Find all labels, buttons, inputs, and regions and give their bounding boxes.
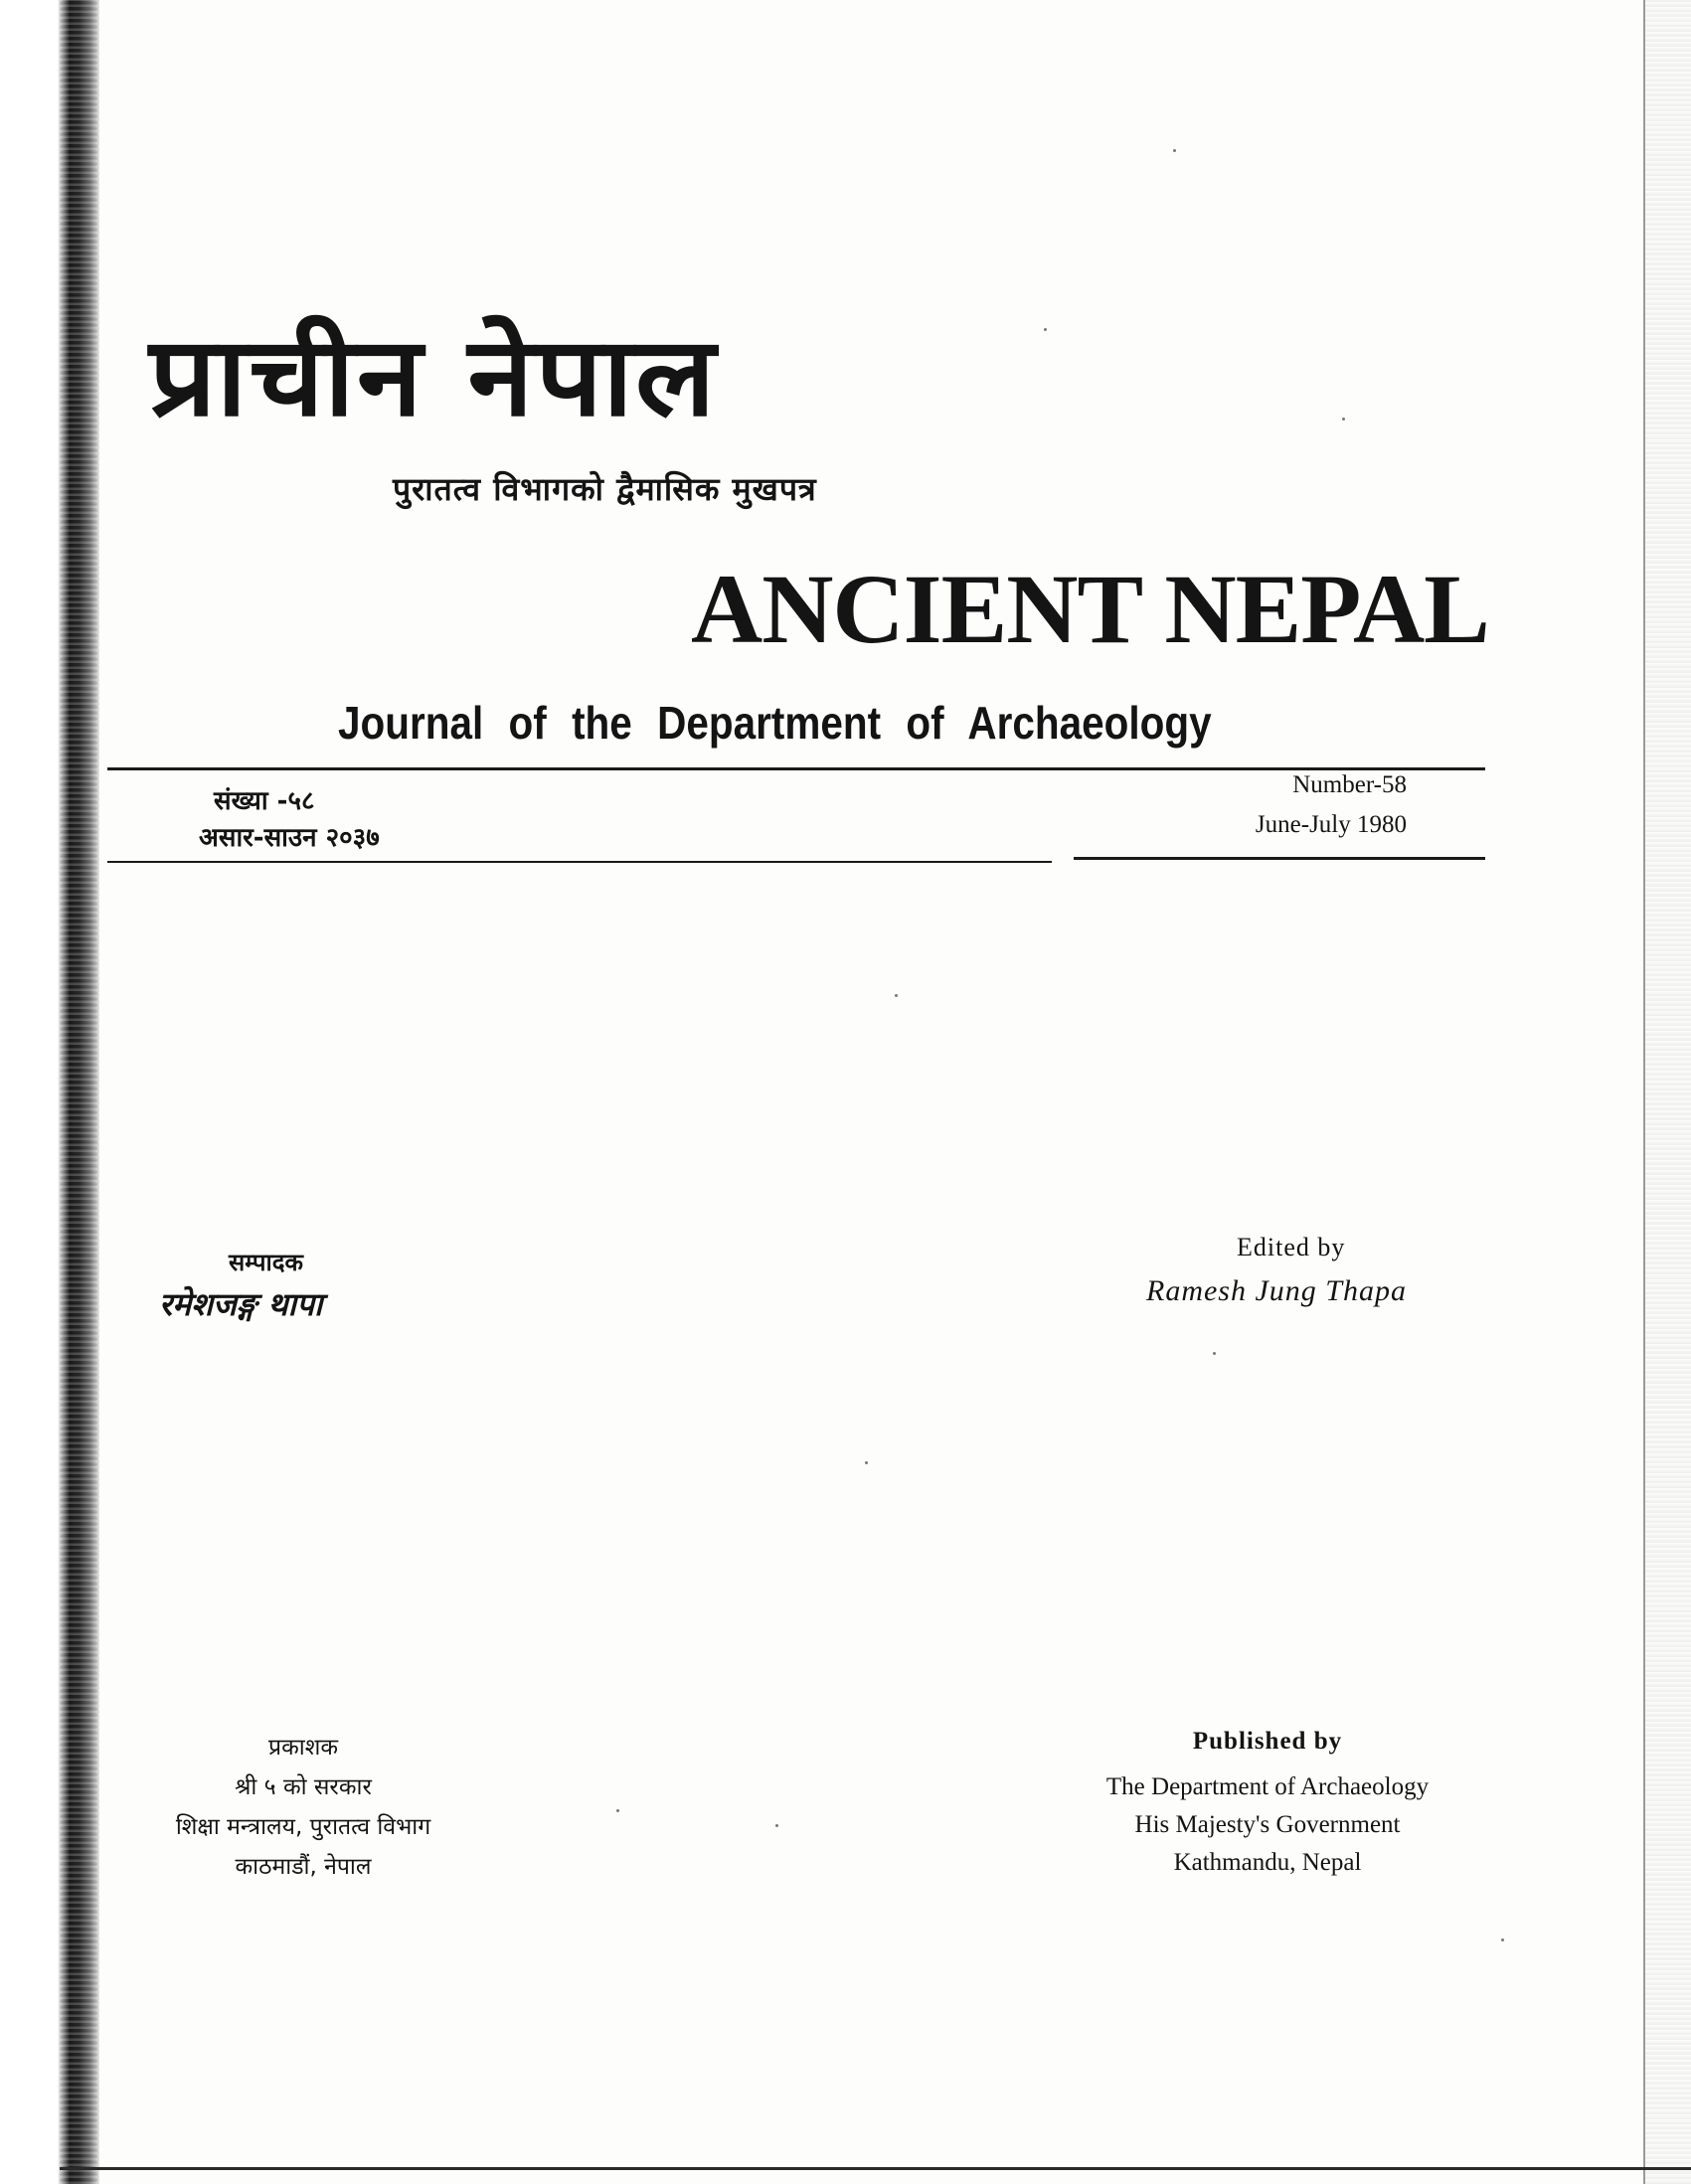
scan-speck bbox=[1342, 418, 1345, 420]
editor-label-english: Edited by bbox=[1237, 1233, 1346, 1261]
scan-right-edge bbox=[1643, 0, 1691, 2184]
publisher-block-nepali bbox=[89, 1728, 517, 1887]
scan-speck bbox=[775, 1824, 778, 1827]
header-rule-bottom-right bbox=[1074, 857, 1485, 860]
nepali-masthead-subtitle: पुरातत्व विभागको द्वैमासिक मुखपत्र bbox=[393, 470, 817, 508]
publisher-line-nepali: काठमाडौं, नेपाल bbox=[235, 1854, 372, 1880]
issue-number-nepali: संख्या -५८ bbox=[214, 786, 315, 816]
publisher-line-english: Kathmandu, Nepal bbox=[1173, 1849, 1362, 1876]
scan-speck bbox=[616, 1809, 619, 1812]
nepali-masthead-title: प्राचीन नेपाल bbox=[149, 313, 718, 440]
editor-label-nepali: सम्पादक bbox=[229, 1249, 303, 1276]
header-rule-bottom-left bbox=[107, 861, 1052, 863]
issue-number-english: Number-58 bbox=[1292, 771, 1407, 798]
editor-name-nepali: रमेशजङ्ग थापा bbox=[159, 1285, 323, 1323]
publisher-heading-nepali: प्रकाशक bbox=[267, 1735, 338, 1761]
english-masthead-subtitle: Journal of the Department of Archaeology bbox=[338, 697, 1212, 749]
scan-speck bbox=[1173, 149, 1176, 152]
publisher-heading-english: Published by bbox=[1192, 1728, 1343, 1755]
scan-speck bbox=[1044, 328, 1047, 331]
publisher-block-english bbox=[1024, 1723, 1511, 1882]
issue-date-english: June-July 1980 bbox=[1255, 811, 1407, 838]
editor-name-english: Ramesh Jung Thapa bbox=[1146, 1274, 1407, 1307]
publisher-line-nepali: शिक्षा मन्त्रालय, पुरातत्व विभाग bbox=[175, 1814, 431, 1840]
scan-binding-edge bbox=[0, 0, 99, 2184]
publisher-line-nepali: श्री ५ को सरकार bbox=[235, 1774, 372, 1800]
header-rule-top bbox=[107, 767, 1485, 770]
scan-bottom-edge bbox=[60, 2167, 1691, 2170]
publisher-line-english: His Majesty's Government bbox=[1134, 1811, 1401, 1838]
english-masthead-title: ANCIENT NEPAL bbox=[691, 554, 1489, 664]
scan-speck bbox=[895, 994, 898, 997]
issue-date-nepali: असार-साउन २०३७ bbox=[199, 823, 380, 853]
scan-speck bbox=[1213, 1352, 1216, 1355]
scan-speck bbox=[1501, 1938, 1504, 1941]
scan-speck bbox=[865, 1461, 868, 1464]
publisher-line-english: The Department of Archaeology bbox=[1105, 1773, 1430, 1800]
